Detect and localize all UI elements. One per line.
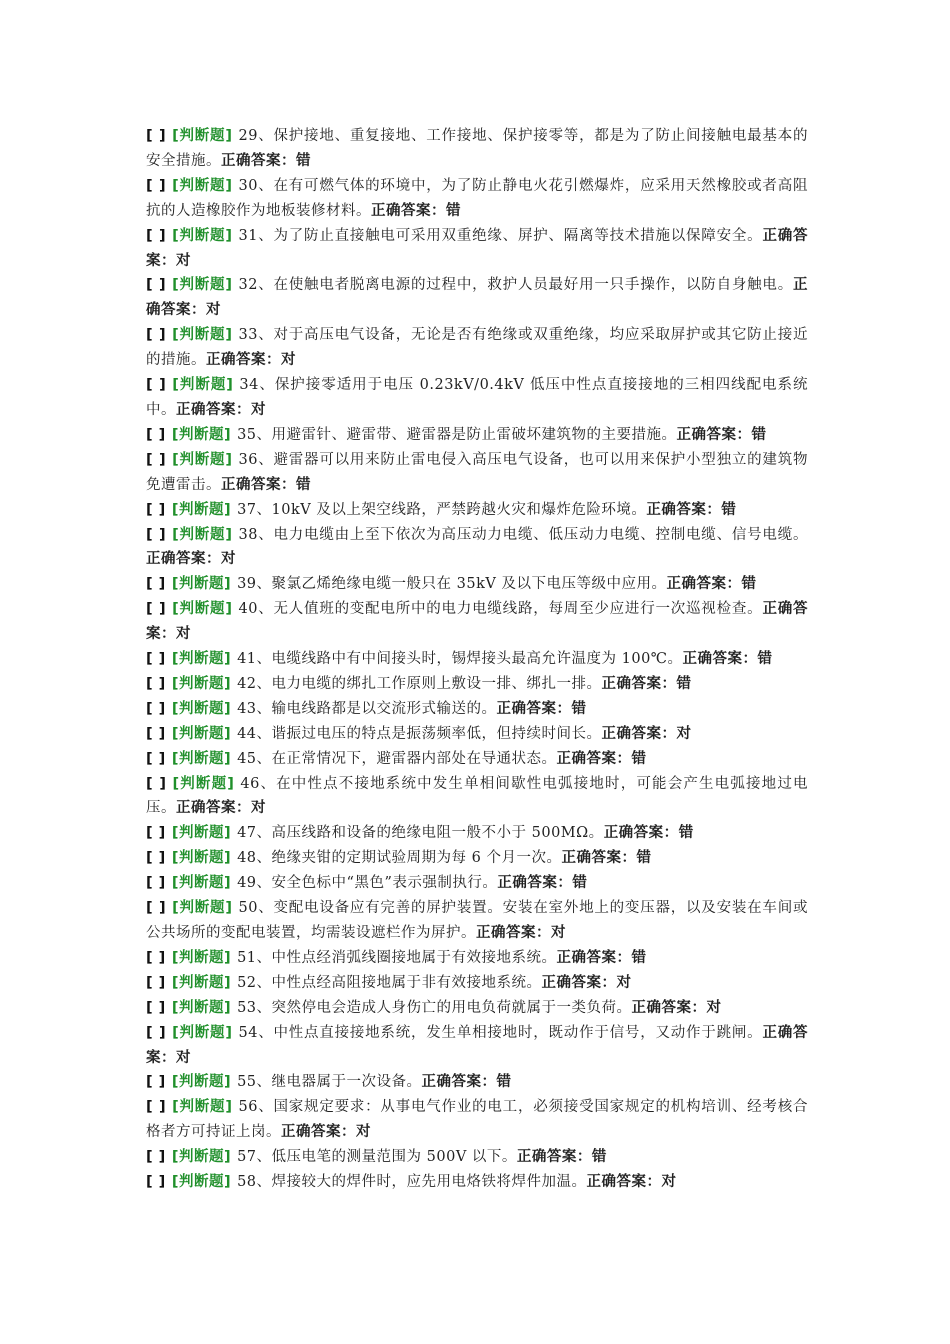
question-text: 54、中性点直接接地系统，发生单相接地时，既动作于信号，又动作于跳闸。 xyxy=(238,1024,763,1041)
question-type-tag: [判断题] xyxy=(171,426,232,443)
answer-value: 对 xyxy=(221,551,236,568)
answer-label: 正确答案： xyxy=(496,700,572,717)
answer-checkbox[interactable]: [ ] xyxy=(146,775,167,792)
answer-label: 正确答案： xyxy=(556,750,632,767)
answer-value: 错 xyxy=(631,750,647,767)
question-item xyxy=(146,323,808,373)
question-text: 43、输电线路都是以交流形式输送的。 xyxy=(237,700,497,717)
question-text: 40、无人值班的变配电所中的电力电缆线路，每周至少应进行一次巡视检查。 xyxy=(238,601,763,618)
answer-value: 对 xyxy=(706,999,722,1016)
question-type-tag: [判断题] xyxy=(172,177,233,194)
question-list xyxy=(146,124,808,1195)
question-item xyxy=(146,647,808,672)
question-type-tag: [判断题] xyxy=(172,377,234,394)
answer-label: 正确答案： xyxy=(206,352,281,369)
answer-value: 对 xyxy=(616,974,632,991)
answer-checkbox[interactable]: [ ] xyxy=(146,725,166,742)
question-text: 49、安全色标中“黑色”表示强制执行。 xyxy=(237,875,498,892)
answer-checkbox[interactable]: [ ] xyxy=(146,1174,166,1191)
question-type-tag: [判断题] xyxy=(172,601,233,618)
question-item xyxy=(146,273,808,323)
question-item xyxy=(146,871,808,896)
question-text: 34、保护接零适用于电压 0.23kV/0.4kV 低压中性点直接接地的三相四线配电系统中。 xyxy=(146,377,808,418)
question-item xyxy=(146,224,808,274)
question-item xyxy=(146,722,808,747)
question-type-tag: [判断题] xyxy=(171,576,232,593)
answer-label: 正确答案： xyxy=(631,999,707,1016)
question-text: 47、高压线路和设备的绝缘电阻一般不小于 500MΩ。 xyxy=(237,825,604,842)
answer-value: 错 xyxy=(678,825,694,842)
question-item xyxy=(146,174,808,224)
question-item xyxy=(146,697,808,722)
answer-label: 正确答案： xyxy=(682,651,758,668)
answer-checkbox[interactable]: [ ] xyxy=(146,999,166,1016)
question-text: 45、在正常情况下，避雷器内部处在导通状态。 xyxy=(237,750,557,767)
question-type-tag: [判断题] xyxy=(171,651,232,668)
answer-label: 正确答案： xyxy=(146,277,808,319)
answer-label: 正确答案： xyxy=(497,875,573,892)
answer-label: 正确答案： xyxy=(146,1024,808,1066)
question-text: 32、在使触电者脱离电源的过程中，救护人员最好用一只手操作，以防自身触电。 xyxy=(238,277,793,294)
question-item xyxy=(146,1170,808,1195)
answer-label: 正确答案： xyxy=(476,925,551,941)
question-item xyxy=(146,1145,808,1170)
question-text: 35、用避雷针、避雷带、避雷器是防止雷破坏建筑物的主要措施。 xyxy=(237,426,677,443)
question-type-tag: [判断题] xyxy=(171,750,232,767)
answer-label: 正确答案： xyxy=(176,800,251,817)
answer-checkbox[interactable]: [ ] xyxy=(146,900,167,917)
answer-value: 对 xyxy=(206,302,221,319)
question-item xyxy=(146,946,808,971)
question-text: 44、谐振过电压的特点是振荡频率低，但持续时间长。 xyxy=(237,725,602,742)
question-item xyxy=(146,821,808,846)
answer-label: 正确答案： xyxy=(146,551,221,568)
answer-label: 正确答案： xyxy=(146,601,808,643)
question-type-tag: [判断题] xyxy=(171,700,232,717)
answer-checkbox[interactable]: [ ] xyxy=(146,576,166,593)
question-type-tag: [判断题] xyxy=(171,875,232,892)
answer-checkbox[interactable]: [ ] xyxy=(146,277,167,294)
question-item xyxy=(146,523,808,573)
question-item xyxy=(146,572,808,597)
answer-label: 正确答案： xyxy=(516,1149,592,1166)
answer-value: 错 xyxy=(496,1074,512,1091)
question-item xyxy=(146,1021,808,1071)
question-item xyxy=(146,124,808,174)
question-text: 31、为了防止直接触电可采用双重绝缘、屏护、隔离等技术措施以保障安全。 xyxy=(238,227,763,244)
question-type-tag: [判断题] xyxy=(171,501,232,518)
answer-checkbox[interactable]: [ ] xyxy=(146,227,167,244)
answer-checkbox[interactable]: [ ] xyxy=(146,1024,167,1041)
question-item xyxy=(146,971,808,996)
question-type-tag: [判断题] xyxy=(172,277,233,294)
answer-label: 正确答案： xyxy=(176,401,251,418)
question-type-tag: [判断题] xyxy=(171,999,232,1016)
answer-checkbox[interactable]: [ ] xyxy=(146,128,167,144)
question-type-tag: [判断题] xyxy=(171,675,232,692)
question-type-tag: [判断题] xyxy=(171,725,232,742)
question-item xyxy=(146,448,808,498)
question-type-tag: [判断题] xyxy=(171,974,232,991)
question-type-tag: [判断题] xyxy=(171,825,232,842)
answer-checkbox[interactable]: [ ] xyxy=(146,651,166,668)
question-text: 46、在中性点不接地系统中发生单相间歇性电弧接地时，可能会产生电弧接地过电压。 xyxy=(146,775,808,817)
answer-value: 错 xyxy=(757,651,773,668)
question-text: 36、避雷器可以用来防止雷电侵入高压电气设备，也可以用来保护小型独立的建筑物免遭雷击。 xyxy=(146,451,808,493)
question-type-tag: [判断题] xyxy=(172,327,233,344)
answer-value: 错 xyxy=(676,675,692,692)
answer-label: 正确答案： xyxy=(421,1074,497,1091)
answer-checkbox[interactable]: [ ] xyxy=(146,700,166,717)
answer-value: 错 xyxy=(296,476,311,493)
question-type-tag: [判断题] xyxy=(171,1074,232,1091)
question-item xyxy=(146,896,808,946)
question-item xyxy=(146,597,808,647)
answer-label: 正确答案： xyxy=(221,152,296,169)
answer-checkbox[interactable]: [ ] xyxy=(146,601,167,618)
answer-label: 正确答案： xyxy=(601,725,677,742)
answer-value: 错 xyxy=(296,152,311,169)
answer-checkbox[interactable]: [ ] xyxy=(146,675,166,692)
question-item xyxy=(146,996,808,1021)
answer-checkbox[interactable]: [ ] xyxy=(146,1074,166,1091)
answer-value: 错 xyxy=(631,949,647,966)
answer-checkbox[interactable]: [ ] xyxy=(146,1099,167,1116)
question-type-tag: [判断题] xyxy=(172,1024,233,1041)
question-text: 39、聚氯乙烯绝缘电缆一般只在 35kV 及以下电压等级中应用。 xyxy=(237,576,667,593)
answer-value: 错 xyxy=(636,850,652,867)
answer-checkbox[interactable]: [ ] xyxy=(146,825,166,842)
answer-value: 错 xyxy=(571,700,587,717)
answer-value: 对 xyxy=(251,800,266,817)
answer-label: 正确答案： xyxy=(601,675,677,692)
answer-value: 错 xyxy=(572,875,588,892)
answer-checkbox[interactable]: [ ] xyxy=(146,949,166,966)
question-item xyxy=(146,423,808,448)
answer-checkbox[interactable]: [ ] xyxy=(146,875,166,892)
question-type-tag: [判断题] xyxy=(171,850,232,867)
answer-label: 正确答案： xyxy=(281,1124,356,1141)
question-text: 29、保护接地、重复接地、工作接地、保护接零等，都是为了防止间接触电最基本的安全措施。 xyxy=(146,128,808,169)
answer-value: 错 xyxy=(591,1149,607,1166)
answer-checkbox[interactable]: [ ] xyxy=(146,750,166,767)
answer-value: 错 xyxy=(721,501,737,518)
answer-value: 错 xyxy=(741,576,757,593)
question-text: 56、国家规定要求：从事电气作业的电工，必须接受国家规定的机构培训、经考核合格者方可持证上岗。 xyxy=(146,1099,808,1141)
question-item xyxy=(146,1070,808,1095)
answer-value: 对 xyxy=(551,925,566,941)
answer-value: 对 xyxy=(661,1174,677,1191)
question-text: 42、电力电缆的绑扎工作原则上敷设一排、绑扎一排。 xyxy=(237,675,602,692)
answer-checkbox[interactable]: [ ] xyxy=(146,501,166,518)
answer-label: 正确答案： xyxy=(603,825,679,842)
answer-checkbox[interactable]: [ ] xyxy=(146,974,166,991)
answer-label: 正确答案： xyxy=(556,949,632,966)
question-type-tag: [判断题] xyxy=(172,900,233,917)
question-type-tag: [判断题] xyxy=(171,1149,232,1166)
answer-checkbox[interactable]: [ ] xyxy=(146,177,167,194)
answer-value: 对 xyxy=(676,725,692,742)
question-text: 58、焊接较大的焊件时，应先用电烙铁将焊件加温。 xyxy=(237,1174,587,1191)
question-text: 50、变配电设备应有完善的屏护装置。安装在室外地上的变压器，以及安装在车间或公共场所的变配电装置，均需装设遮栏作为屏护。 xyxy=(146,900,808,941)
question-text: 48、绝缘夹钳的定期试验周期为每 6 个月一次。 xyxy=(237,850,562,867)
answer-label: 正确答案： xyxy=(221,476,296,493)
question-type-tag: [判断题] xyxy=(171,1174,232,1191)
answer-value: 对 xyxy=(176,626,191,643)
answer-value: 对 xyxy=(176,1049,191,1066)
answer-value: 对 xyxy=(281,352,296,369)
answer-label: 正确答案： xyxy=(146,227,808,269)
question-type-tag: [判断题] xyxy=(172,526,233,543)
question-type-tag: [判断题] xyxy=(172,1099,233,1116)
question-item xyxy=(146,373,808,423)
answer-checkbox[interactable]: [ ] xyxy=(146,451,167,468)
answer-checkbox[interactable]: [ ] xyxy=(146,526,167,543)
question-type-tag: [判断题] xyxy=(171,949,232,966)
answer-checkbox[interactable]: [ ] xyxy=(146,327,167,344)
answer-label: 正确答案： xyxy=(371,202,446,219)
question-type-tag: [判断题] xyxy=(172,451,233,468)
question-type-tag: [判断题] xyxy=(172,775,235,792)
answer-label: 正确答案： xyxy=(541,974,617,991)
answer-value: 对 xyxy=(356,1124,371,1141)
answer-value: 错 xyxy=(446,202,461,219)
question-text: 55、继电器属于一次设备。 xyxy=(237,1074,422,1091)
question-text: 57、低压电笔的测量范围为 500V 以下。 xyxy=(237,1149,517,1166)
question-text: 38、电力电缆由上至下依次为高压动力电缆、低压动力电缆、控制电缆、信号电缆。 xyxy=(238,526,808,543)
answer-label: 正确答案： xyxy=(676,426,752,443)
answer-checkbox[interactable]: [ ] xyxy=(146,1149,166,1166)
answer-label: 正确答案： xyxy=(561,850,637,867)
question-type-tag: [判断题] xyxy=(172,227,233,244)
answer-value: 对 xyxy=(176,252,191,269)
question-text: 30、在有可燃气体的环境中，为了防止静电火花引燃爆炸，应采用天然橡胶或者高阻抗的人造橡胶作为地板装修材料。 xyxy=(146,177,808,219)
question-item xyxy=(146,498,808,523)
answer-checkbox[interactable]: [ ] xyxy=(146,377,167,394)
answer-label: 正确答案： xyxy=(646,501,722,518)
question-text: 41、电缆线路中有中间接头时，锡焊接头最高允许温度为 100℃。 xyxy=(237,651,683,668)
answer-label: 正确答案： xyxy=(666,576,742,593)
question-item xyxy=(146,1095,808,1145)
question-item xyxy=(146,772,808,822)
answer-value: 对 xyxy=(251,401,266,418)
answer-checkbox[interactable]: [ ] xyxy=(146,850,166,867)
question-item xyxy=(146,846,808,871)
answer-value: 错 xyxy=(751,426,767,443)
question-text: 53、突然停电会造成人身伤亡的用电负荷就属于一类负荷。 xyxy=(237,999,632,1016)
question-item xyxy=(146,747,808,772)
question-text: 37、10kV 及以上架空线路，严禁跨越火灾和爆炸危险环境。 xyxy=(237,501,647,518)
question-item xyxy=(146,672,808,697)
question-type-tag: [判断题] xyxy=(172,128,233,144)
question-text: 33、对于高压电气设备，无论是否有绝缘或双重绝缘，均应采取屏护或其它防止接近的措施。 xyxy=(146,327,808,369)
answer-label: 正确答案： xyxy=(586,1174,662,1191)
question-text: 51、中性点经消弧线圈接地属于有效接地系统。 xyxy=(237,949,557,966)
answer-checkbox[interactable]: [ ] xyxy=(146,426,166,443)
question-text: 52、中性点经高阻接地属于非有效接地系统。 xyxy=(237,974,542,991)
